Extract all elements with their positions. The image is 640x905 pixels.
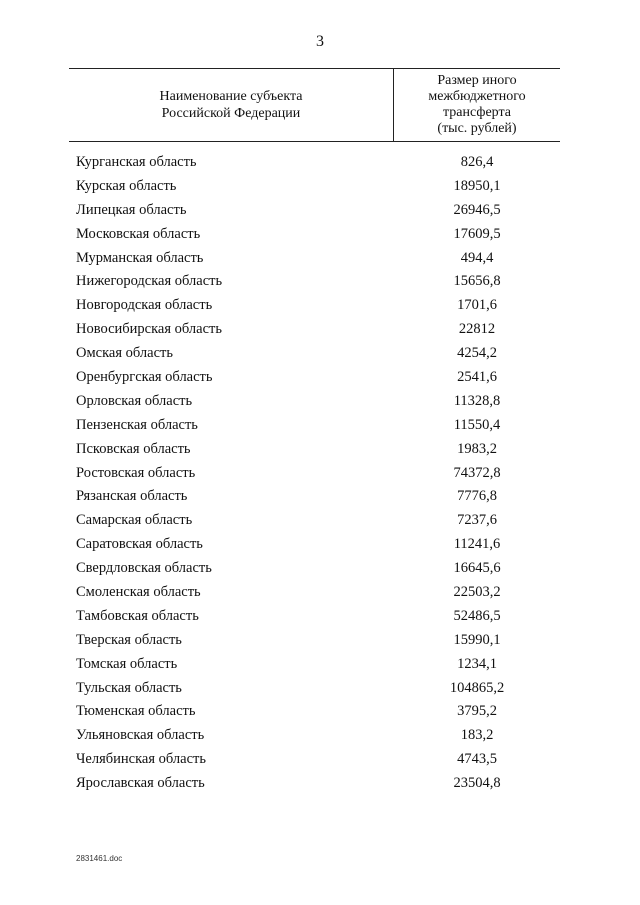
table-row xyxy=(69,775,560,799)
subject-name-cell: Липецкая область xyxy=(76,201,187,218)
subject-name-cell: Ростовская область xyxy=(76,464,196,481)
subject-name-cell: Мурманская область xyxy=(76,249,204,266)
transfer-amount-cell: 4254,2 xyxy=(457,345,497,362)
transfer-amount-cell: 2541,6 xyxy=(457,369,497,386)
transfer-amount-cell: 826,4 xyxy=(460,154,494,170)
subject-name-cell: Курская область xyxy=(76,177,177,194)
table-row xyxy=(69,297,560,321)
subject-name-cell: Псковская область xyxy=(76,440,191,457)
table-row xyxy=(69,154,560,178)
table-header xyxy=(69,68,560,142)
transfer-amount-cell: 16645,6 xyxy=(453,560,501,577)
subject-name-cell: Смоленская область xyxy=(76,584,201,601)
transfer-amount-cell: 11241,6 xyxy=(453,536,501,553)
transfer-amount-cell: 104865,2 xyxy=(449,679,505,696)
transfer-amount-cell: 15656,8 xyxy=(453,273,501,290)
transfer-amount-cell: 15990,1 xyxy=(453,631,501,648)
subject-name-cell: Тамбовская область xyxy=(76,607,199,624)
table-row xyxy=(69,727,560,751)
table-row xyxy=(69,560,560,584)
transfer-amount-cell: 26946,5 xyxy=(453,201,501,218)
table-row xyxy=(69,465,560,489)
table-row xyxy=(69,202,560,226)
transfer-amount-cell: 7237,6 xyxy=(457,512,497,529)
subject-name-cell: Тюменская область xyxy=(76,703,196,720)
subject-name-cell: Оренбургская область xyxy=(76,369,213,386)
subject-name-cell: Томская область xyxy=(76,655,178,672)
table-row xyxy=(69,226,560,250)
subject-name-cell: Московская область xyxy=(76,225,201,242)
transfer-amount-cell: 4743,5 xyxy=(457,751,497,768)
subject-name-cell: Пензенская область xyxy=(76,416,198,433)
transfer-amount-cell: 11550,4 xyxy=(453,416,501,433)
table-row xyxy=(69,632,560,656)
table-row xyxy=(69,751,560,775)
subject-name-cell: Ярославская область xyxy=(76,775,205,792)
table-row xyxy=(69,321,560,345)
table-row xyxy=(69,369,560,393)
table-row xyxy=(69,608,560,632)
header-transfer-amount xyxy=(394,69,560,141)
transfer-amount-cell: 494,4 xyxy=(460,249,494,266)
table-row xyxy=(69,584,560,608)
subject-name-cell: Курганская область xyxy=(76,154,197,170)
transfer-amount-cell: 7776,8 xyxy=(457,488,497,505)
subject-name-cell: Самарская область xyxy=(76,512,193,529)
table-row xyxy=(69,273,560,297)
transfer-amount-cell: 1701,6 xyxy=(457,297,497,314)
subject-name-cell: Челябинская область xyxy=(76,751,206,768)
table-row xyxy=(69,536,560,560)
transfer-amount-cell: 23504,8 xyxy=(453,775,501,792)
table-row xyxy=(69,703,560,727)
subject-name-cell: Омская область xyxy=(76,345,173,362)
transfer-amount-cell: 183,2 xyxy=(460,727,494,744)
subject-name-cell: Тульская область xyxy=(76,679,182,696)
table-body xyxy=(69,154,560,799)
table-row xyxy=(69,680,560,704)
table-row xyxy=(69,512,560,536)
subject-name-cell: Орловская область xyxy=(76,392,193,409)
transfer-amount-cell: 18950,1 xyxy=(453,177,501,194)
transfer-amount-cell: 52486,5 xyxy=(453,607,501,624)
header-transfer-amount-text: Размер иного межбюджетного трансферта (тыс. рублей) xyxy=(428,73,526,136)
transfer-table xyxy=(69,68,560,792)
header-subject-name-text: Наименование субъекта Российской Федерации xyxy=(159,89,303,121)
subject-name-cell: Рязанская область xyxy=(76,488,188,505)
table-row xyxy=(69,250,560,274)
subject-name-cell: Новосибирская область xyxy=(76,321,222,338)
subject-name-cell: Тверская область xyxy=(76,631,182,648)
document-filename: 2831461.doc xyxy=(76,854,123,863)
transfer-amount-cell: 1983,2 xyxy=(457,440,497,457)
subject-name-cell: Новгородская область xyxy=(76,297,213,314)
table-row xyxy=(69,178,560,202)
transfer-amount-cell: 17609,5 xyxy=(453,225,501,242)
transfer-amount-cell: 74372,8 xyxy=(453,464,501,481)
table-row xyxy=(69,393,560,417)
header-subject-name xyxy=(69,69,393,141)
table-row xyxy=(69,441,560,465)
transfer-amount-cell: 22503,2 xyxy=(453,584,501,601)
table-row xyxy=(69,345,560,369)
transfer-amount-cell: 3795,2 xyxy=(457,703,497,720)
table-row xyxy=(69,488,560,512)
table-row xyxy=(69,656,560,680)
transfer-amount-cell: 11328,8 xyxy=(453,392,501,409)
subject-name-cell: Ульяновская область xyxy=(76,727,205,744)
subject-name-cell: Саратовская область xyxy=(76,536,203,553)
subject-name-cell: Нижегородская область xyxy=(76,273,223,290)
transfer-amount-cell: 22812 xyxy=(458,321,496,338)
page-number: 3 xyxy=(316,33,324,50)
table-row xyxy=(69,417,560,441)
subject-name-cell: Свердловская область xyxy=(76,560,212,577)
transfer-amount-cell: 1234,1 xyxy=(457,655,497,672)
